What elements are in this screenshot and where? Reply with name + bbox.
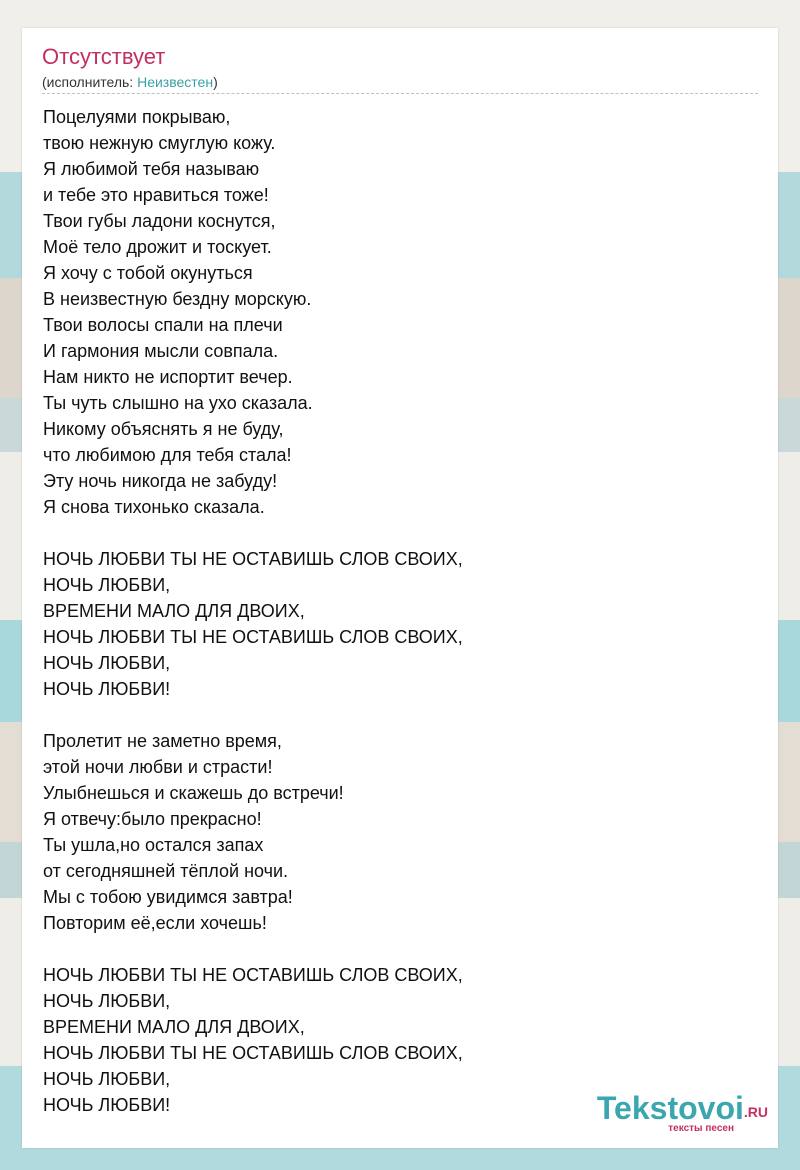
lyric-line: НОЧЬ ЛЮБВИ ТЫ НЕ ОСТАВИШЬ СЛОВ СВОИХ,: [43, 1043, 463, 1063]
lyric-line: Нам никто не испортит вечер.: [43, 367, 293, 387]
logo-tagline: тексты песен: [668, 1123, 734, 1134]
lyric-line: Я снова тихонько сказала.: [43, 497, 265, 517]
lyric-line: твою нежную смуглую кожу.: [43, 133, 276, 153]
title-divider: [42, 93, 758, 94]
lyric-line: ВРЕМЕНИ МАЛО ДЛЯ ДВОИХ,: [43, 1017, 305, 1037]
lyric-line: НОЧЬ ЛЮБВИ ТЫ НЕ ОСТАВИШЬ СЛОВ СВОИХ,: [43, 549, 463, 569]
lyric-line: Мы с тобою увидимся завтра!: [43, 887, 293, 907]
lyrics-card: [22, 28, 778, 1148]
lyric-line: Поцелуями покрываю,: [43, 107, 231, 127]
lyric-line: этой ночи любви и страсти!: [43, 757, 273, 777]
lyrics-text: [43, 104, 743, 1118]
logo-name: Tekstovoi: [596, 1090, 744, 1126]
lyric-line: НОЧЬ ЛЮБВИ ТЫ НЕ ОСТАВИШЬ СЛОВ СВОИХ,: [43, 965, 463, 985]
lyric-line: [43, 520, 743, 546]
lyric-line: и тебе это нравиться тоже!: [43, 185, 269, 205]
lyric-line: НОЧЬ ЛЮБВИ,: [43, 575, 171, 595]
lyric-line: Я любимой тебя называю: [43, 159, 260, 179]
lyric-line: ВРЕМЕНИ МАЛО ДЛЯ ДВОИХ,: [43, 601, 305, 621]
lyric-line: НОЧЬ ЛЮБВИ!: [43, 1095, 171, 1115]
performer-line: [42, 73, 218, 91]
performer-suffix: ): [213, 74, 218, 90]
lyric-line: Пролетит не заметно время,: [43, 731, 282, 751]
lyric-line: Моё тело дрожит и тоскует.: [43, 237, 272, 257]
site-logo[interactable]: [597, 1092, 768, 1134]
logo-domain: .RU: [743, 1104, 768, 1120]
lyric-line: НОЧЬ ЛЮБВИ,: [43, 653, 171, 673]
lyric-line: [43, 702, 743, 728]
performer-link[interactable]: Неизвестен: [137, 74, 214, 90]
lyric-line: НОЧЬ ЛЮБВИ,: [43, 1069, 171, 1089]
lyric-line: НОЧЬ ЛЮБВИ ТЫ НЕ ОСТАВИШЬ СЛОВ СВОИХ,: [43, 627, 463, 647]
lyric-line: Я хочу с тобой окунуться: [43, 263, 253, 283]
lyric-line: Эту ночь никогда не забуду!: [43, 471, 278, 491]
lyric-line: Повторим её,если хочешь!: [43, 913, 267, 933]
lyric-line: И гармония мысли совпала.: [43, 341, 279, 361]
lyric-line: Я отвечу:было прекрасно!: [43, 809, 262, 829]
lyric-line: что любимою для тебя стала!: [43, 445, 292, 465]
lyric-line: Ты ушла,но остался запах: [43, 835, 264, 855]
song-title: Отсутствует: [42, 44, 166, 69]
lyric-line: от сегодняшней тёплой ночи.: [43, 861, 289, 881]
performer-prefix: (исполнитель:: [42, 74, 138, 90]
lyric-line: НОЧЬ ЛЮБВИ,: [43, 991, 171, 1011]
lyric-line: [43, 936, 743, 962]
lyric-line: Твои волосы спали на плечи: [43, 315, 283, 335]
lyric-line: НОЧЬ ЛЮБВИ!: [43, 679, 171, 699]
lyric-line: Твои губы ладони коснутся,: [43, 211, 276, 231]
lyric-line: Улыбнешься и скажешь до встречи!: [43, 783, 344, 803]
lyric-line: Ты чуть слышно на ухо сказала.: [43, 393, 313, 413]
lyric-line: Никому объяснять я не буду,: [43, 419, 284, 439]
lyric-line: В неизвестную бездну морскую.: [43, 289, 312, 309]
